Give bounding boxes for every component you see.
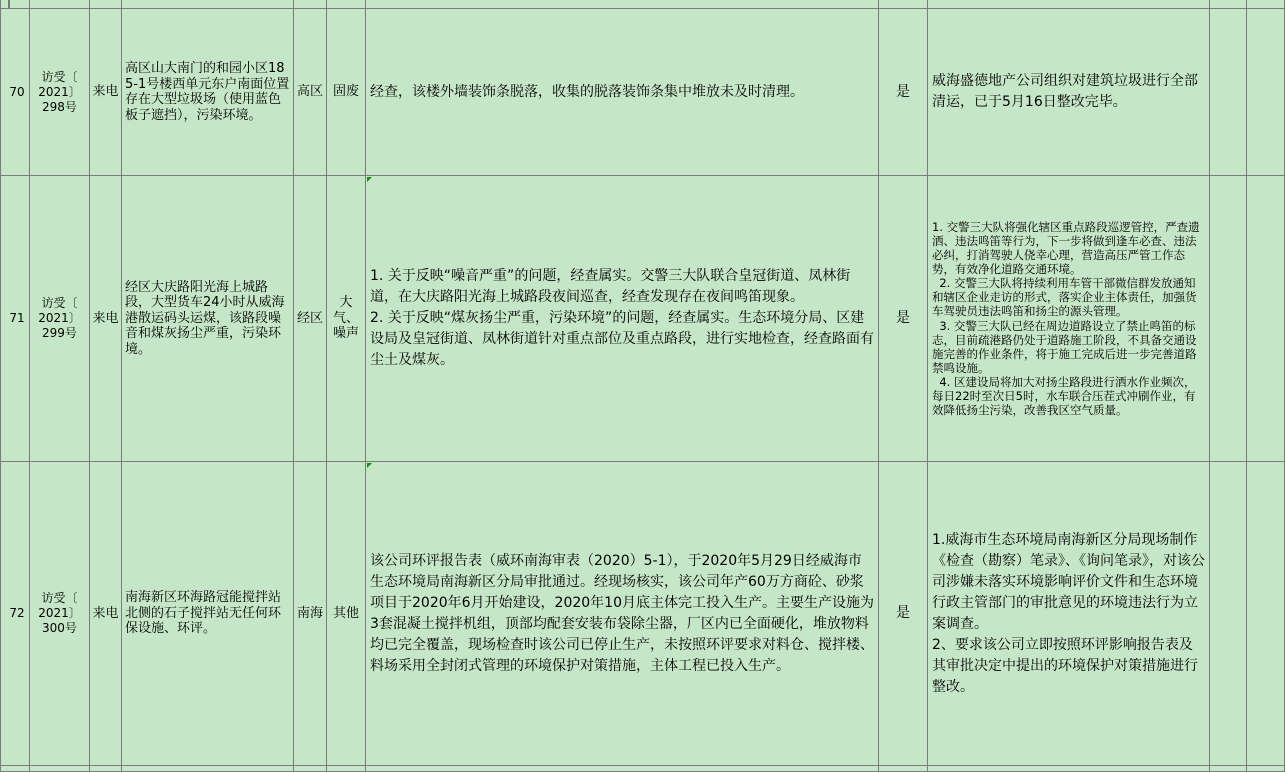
bottom-row-cell[interactable] (122, 766, 294, 772)
finding-cell[interactable] (366, 462, 879, 766)
case-id-cell[interactable] (30, 176, 90, 462)
case-id-line: 299号 (42, 326, 77, 340)
district-text: 经区 (296, 310, 323, 326)
case-id-line: 2021〕 (38, 606, 81, 620)
row-number-cell[interactable] (0, 176, 30, 462)
finding-text: 经查，该楼外墙装饰条脱落，收集的脱落装饰条集中堆放未及时清理。 (370, 83, 804, 100)
bottom-row-cell[interactable] (90, 766, 122, 772)
district-cell[interactable] (294, 462, 327, 766)
column-divider (9, 0, 10, 9)
top-row-cell[interactable] (122, 0, 294, 9)
case-id-line: 访受〔 (41, 296, 78, 310)
top-row-cell[interactable] (1210, 0, 1247, 9)
top-row-cell[interactable] (90, 0, 122, 9)
top-row-cell[interactable] (879, 0, 928, 9)
complaint-content-cell[interactable] (122, 9, 294, 176)
category-cell[interactable] (327, 462, 366, 766)
top-row-cell[interactable] (9, 0, 30, 9)
row-number: 70 (9, 84, 25, 99)
verified-text: 是 (896, 310, 910, 326)
case-id-line: 298号 (42, 99, 77, 114)
comment-indicator (367, 463, 372, 468)
source-cell[interactable] (90, 176, 122, 462)
verified-cell[interactable] (879, 462, 928, 766)
row-number-cell[interactable] (0, 462, 30, 766)
case-id-line: 访受〔 (41, 69, 78, 84)
row-number: 72 (9, 606, 25, 620)
bottom-row-cell[interactable] (0, 766, 30, 772)
source-text: 来电 (92, 605, 119, 621)
case-id-line: 2021〕 (38, 311, 81, 325)
bottom-row-cell[interactable] (1210, 766, 1247, 772)
source-text: 来电 (92, 310, 119, 326)
bottom-row-cell[interactable] (928, 766, 1210, 772)
complaint-content-cell[interactable] (122, 462, 294, 766)
complaint-content-cell[interactable] (122, 176, 294, 462)
district-text: 高区 (296, 84, 323, 100)
source-text: 来电 (92, 84, 119, 100)
top-row-cell[interactable] (30, 0, 90, 9)
verified-text: 是 (896, 605, 910, 621)
district-cell[interactable] (294, 176, 327, 462)
case-id-line: 300号 (42, 621, 77, 635)
action-cell[interactable] (928, 9, 1210, 176)
bottom-row-cell[interactable] (30, 766, 90, 772)
finding-text: 1. 关于反映“噪音严重”的问题，经查属实。交警三大队联合皇冠街道、凤林街道，在大庆路阳光海上城路段夜间巡查，经查发现存在夜间鸣笛现象。 2. 关于反映“煤灰扬尘严重，污染环境”的问题，经查属实。生态环境分局、区建设局及皇冠街道、凤林街道针对重点部位及重点路段，进行实地检查，经查路面有尘土及煤灰。 (370, 268, 874, 368)
action-text: 威海盛德地产公司组织对建筑垃圾进行全部清运，已于5月16日整改完毕。 (932, 73, 1198, 110)
top-row-cell[interactable] (0, 0, 9, 9)
category-cell[interactable] (327, 9, 366, 176)
district-text: 南海 (296, 605, 323, 621)
verified-cell[interactable] (879, 176, 928, 462)
empty-cell[interactable] (1247, 9, 1285, 176)
category-text: 大气、噪声 (332, 295, 359, 342)
top-row-cell[interactable] (1247, 0, 1285, 9)
action-text: 1. 交警三大队将强化辖区重点路段巡逻管控，严查遗洒、违法鸣笛等行为，下一步将做到逢车必查、违法必纠，打消驾驶人侥幸心理，营造高压严管工作态势，有效净化道路交通环境。 2. 交警三大队将持续利用车管干部微信群发放通知和辖区企业走访的形式，落实企业主体责任，加强货车驾驶员违法鸣笛和扬尘的源头管理。 3. 交警三大队已经在周边道路设立了禁止鸣笛的标志，目前疏港路仍处于道路施工阶段，不具备交通设施完善的作业条件，将于施工完成后进一步完善道路禁鸣设施。 4. 区建设局将加大对扬尘路段进行洒水作业频次，每日22时至次日5时，水车联合压茬式冲刷作业，有效降低扬尘污染，改善我区空气质量。 (932, 219, 1200, 418)
bottom-row-cell[interactable] (366, 766, 879, 772)
top-row-cell[interactable] (366, 0, 879, 9)
verified-cell[interactable] (879, 9, 928, 176)
category-text: 固废 (332, 84, 359, 100)
complaint-content: 经区大庆路阳光海上城路段，大型货车24小时从威海港散运码头运煤，该路段噪音和煤灰扬尘严重，污染环境。 (125, 279, 285, 357)
empty-cell[interactable] (1210, 9, 1247, 176)
case-id-line: 访受〔 (41, 591, 78, 605)
empty-cell[interactable] (1247, 176, 1285, 462)
empty-cell[interactable] (1210, 176, 1247, 462)
finding-text: 该公司环评报告表（威环南海审表（2020）5-1），于2020年5月29日经威海市生态环境局南海新区分局审批通过。经现场核实，该公司年产60万方商砼、砂浆项目于2020年6月开始建设，2020年10月底主体完工投入生产。主要生产设施为3套混凝土搅拌机组，顶部均配套安装布袋除尘器，厂区内已全面硬化，堆放物料均已完全覆盖，现场检查时该公司已停止生产，未按照环评要求对料仓、搅拌楼、料场采用全封闭式管理的环境保护对策措施，主体工程已投入生产。 (370, 552, 874, 674)
source-cell[interactable] (90, 462, 122, 766)
finding-cell[interactable] (366, 9, 879, 176)
finding-cell[interactable] (366, 176, 879, 462)
top-row-cell[interactable] (294, 0, 327, 9)
category-cell[interactable] (327, 176, 366, 462)
case-id (38, 70, 81, 115)
top-row-cell[interactable] (327, 0, 366, 9)
action-cell[interactable] (928, 462, 1210, 766)
top-row-cell[interactable] (928, 0, 1210, 9)
district-cell[interactable] (294, 9, 327, 176)
case-id-cell[interactable] (30, 9, 90, 176)
empty-cell[interactable] (1247, 462, 1285, 766)
bottom-row-cell[interactable] (294, 766, 327, 772)
action-cell[interactable] (928, 176, 1210, 462)
case-id-line: 2021〕 (38, 84, 81, 99)
case-id-cell[interactable] (30, 462, 90, 766)
bottom-row-cell[interactable] (879, 766, 928, 772)
comment-indicator (367, 177, 372, 182)
bottom-row-cell[interactable] (1247, 766, 1285, 772)
complaint-content: 高区山大南门的和园小区185-1号楼西单元东户南面位置存在大型垃圾场（使用蓝色板子遮挡），污染环境。 (125, 61, 290, 123)
row-number-cell[interactable] (0, 9, 30, 176)
empty-cell[interactable] (1210, 462, 1247, 766)
case-id (38, 296, 81, 341)
verified-text: 是 (896, 83, 910, 100)
row-number: 71 (9, 311, 25, 325)
action-text: 1.威海市生态环境局南海新区分局现场制作《检查（勘察）笔录》、《询问笔录》，对该公司涉嫌未落实环境影响评价文件和生态环境行政主管部门的审批意见的环境违法行为立案调查。 2、要求该公司立即按照环评影响报告表及其审批决定中提出的环境保护对策措施进行整改。 (932, 531, 1205, 695)
category-text: 其他 (332, 605, 359, 621)
case-id (38, 591, 81, 636)
complaint-content: 南海新区环海路冠能搅拌站北侧的石子搅拌站无任何环保设施、环评。 (125, 590, 282, 637)
source-cell[interactable] (90, 9, 122, 176)
bottom-row-cell[interactable] (327, 766, 366, 772)
